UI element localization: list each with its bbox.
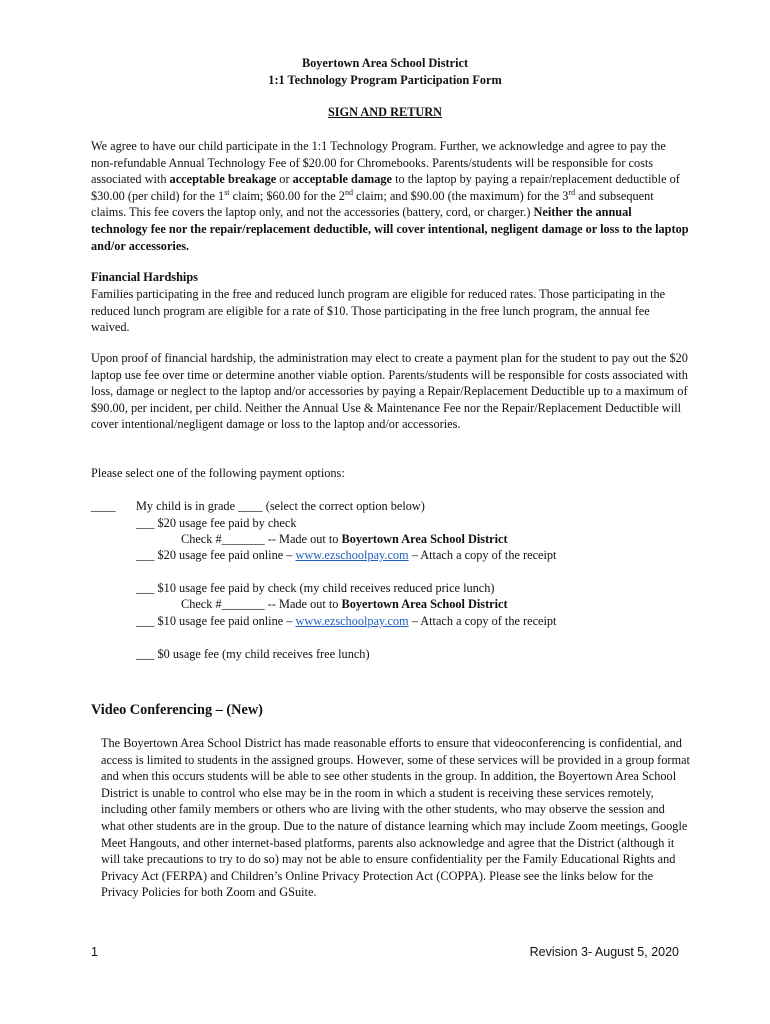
acceptable-breakage: acceptable breakage: [169, 172, 277, 187]
form-title: 1:1 Technology Program Participation Form: [268, 73, 502, 87]
intro-paragraph: We agree to have our child participate in the 1:1 Technology Program. Further, we acknowledge and agree to pay the non-refundable Annual Technology Fee of $20.00 for Chromebooks. Parents/students will be responsible for costs associated with acceptable breakage or acceptable damage to the laptop by paying a repair/replacement deductible of $30.00 (per child) for the 1st claim; $60.00 for the 2nd claim; and $90.00 (the maximum) for the 3rd and subsequent claims. This fee covers the laptop only, and not the accessories (battery, cord, or charger.) Neither the annual technology fee nor the repair/replacement deductible, will cover intentional, negligent damage or loss to the laptop and/or accessories.: [91, 139, 689, 253]
check-number-line-2: Check #_______ -- Made out to Boyertown Area School District: [181, 597, 508, 611]
video-conferencing-text: The Boyertown Area School District has made reasonable efforts to ensure that videoconferencing is confidential, and access is limited to students in the assigned groups. However, some of these services will be provided in a group format and when this occurs students will be able to see other students in the group. In addition, the Boyertown Area School District is unable to control who else may be in the room in which a student is receiving these services remotely, including other family members or others who are living with the other students, who may observe the session and what other students are in the group. Due to the nature of distance learning which may include Zoom meetings, Google Meet Hangouts, and other internet-based platforms, parents also acknowledge and agree that the District (although it will take precautions to try to do so) may not be able to ensure confidentiality per the Family Educational Rights and Privacy Act (FERPA) and Children’s Online Privacy Protection Act (COPPA). Please see the links below for the Privacy Policies for both Zoom and GSuite.: [101, 736, 690, 900]
option-20-online[interactable]: ___ $20 usage fee paid online – www.ezschoolpay.com – Attach a copy of the receipt: [136, 548, 557, 562]
sign-and-return-heading: SIGN AND RETURN: [327, 105, 443, 119]
revision-date: Revision 3- August 5, 2020: [529, 945, 679, 959]
grade-checkbox-blank[interactable]: ____: [91, 499, 116, 513]
financial-hardships-heading: Financial Hardships: [91, 270, 198, 284]
payment-plan-paragraph: Upon proof of financial hardship, the administration may elect to create a payment plan for the student to pay out the $20 laptop use fee over time or determine another viable option. Parents/students will be responsible for costs associated with loss, damage or neglect to the laptop and/or accessories by paying a Repair/Replacement Deductible up to a maximum of $90.00, per incident, per child. Neither the Annual Use & Maintenance Fee nor the Repair/Replacement Deductible will cover intentional/negligent damage or loss to the laptop and/or accessories.: [91, 351, 688, 432]
option-10-check[interactable]: ___ $10 usage fee paid by check (my child receives reduced price lunch): [136, 581, 495, 595]
acceptable-damage: acceptable damage: [292, 172, 393, 187]
grade-line: My child is in grade ____ (select the correct option below): [136, 499, 425, 513]
check-number-line-1: Check #_______ -- Made out to Boyertown Area School District: [181, 532, 508, 546]
payment-options-prompt: Please select one of the following payment options:: [91, 466, 345, 480]
option-20-check[interactable]: ___ $20 usage fee paid by check: [136, 516, 297, 530]
video-conferencing-heading: Video Conferencing – (New): [91, 702, 263, 718]
deductible-warning: Neither the annual technology fee nor the repair/replacement deductible, will cover intentional, negligent damage or loss to the laptop and/or accessories.: [91, 205, 689, 253]
option-10-online[interactable]: ___ $10 usage fee paid online – www.ezschoolpay.com – Attach a copy of the receipt: [136, 614, 557, 628]
page-number: 1: [91, 945, 98, 959]
ezschoolpay-link[interactable]: www.ezschoolpay.com: [295, 548, 409, 562]
district-name: Boyertown Area School District: [301, 56, 469, 70]
ezschoolpay-link-2[interactable]: www.ezschoolpay.com: [295, 614, 409, 628]
option-0-free[interactable]: ___ $0 usage fee (my child receives free lunch): [136, 647, 370, 661]
financial-hardships-text: Families participating in the free and reduced lunch program are eligible for reduced rates. Those participating in the reduced lunch program are eligible for a rate of $10. Those participating in the free lunch program, the annual fee waived.: [91, 287, 666, 335]
